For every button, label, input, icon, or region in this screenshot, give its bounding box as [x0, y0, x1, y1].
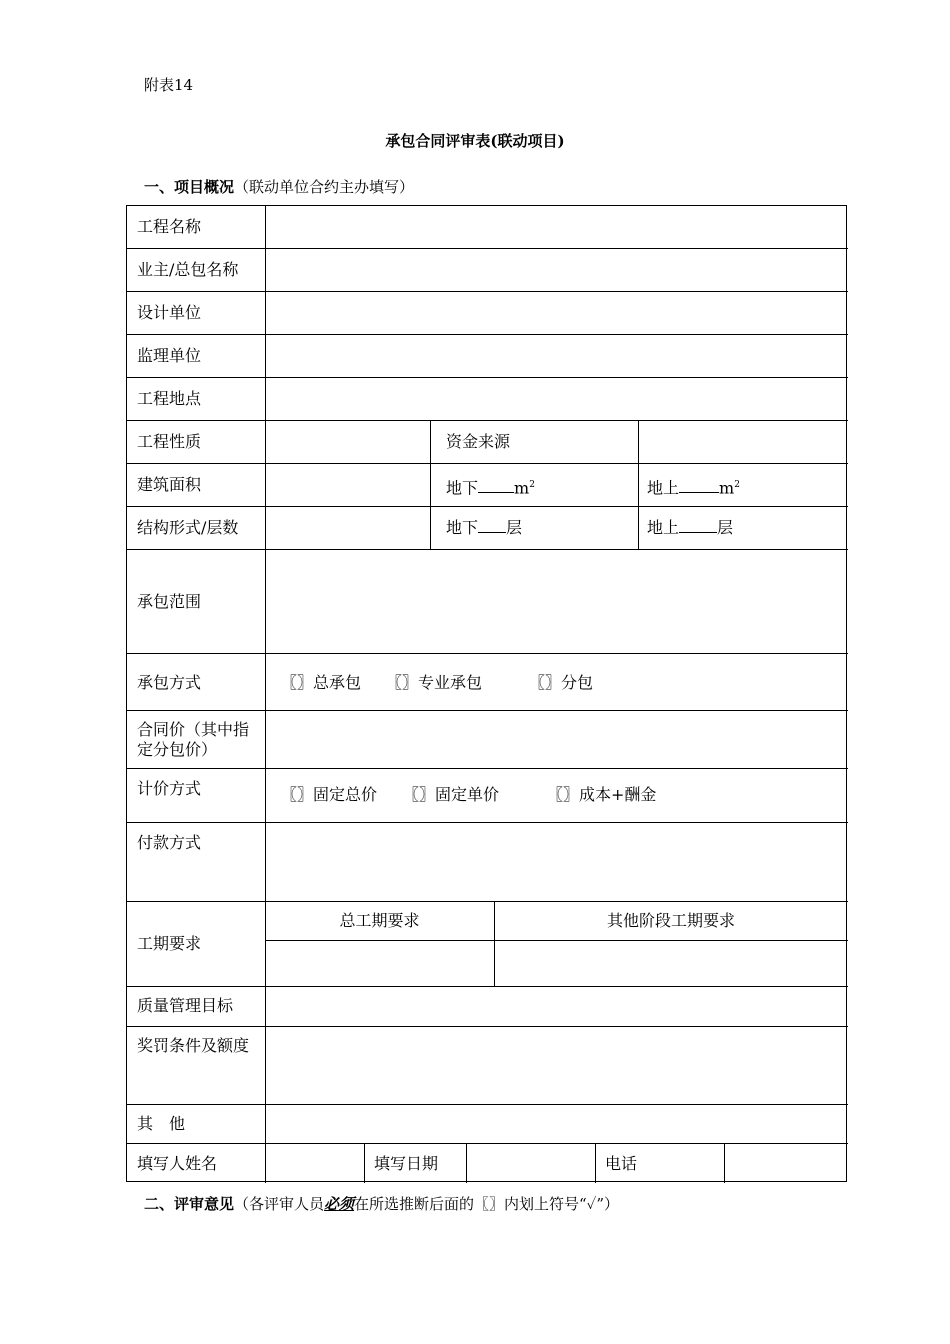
area-under-sup: 2 [529, 480, 535, 490]
section-1-note: （联动单位合约主办填写） [234, 178, 415, 196]
header-other-schedule: 其他阶段工期要求 [606, 911, 735, 930]
section-2-heading [144, 1193, 619, 1214]
floors-above-blank [679, 518, 717, 533]
label-rewards: 奖罚条件及额度 [137, 1036, 250, 1055]
label-phone: 电话 [605, 1154, 638, 1173]
floors-above-field [647, 518, 733, 538]
label-project-location: 工程地点 [137, 389, 202, 408]
area-above-blank [679, 478, 719, 493]
area-under-label: 地下 [446, 478, 479, 498]
label-schedule: 工期要求 [137, 934, 202, 953]
floors-under-blank [478, 518, 506, 533]
method-option-specialty[interactable]: 〖〗专业承包 [386, 673, 483, 692]
label-filler-name: 填写人姓名 [137, 1154, 218, 1173]
section-2-post: 在所选推断后面的〖〗内划上符号“✓”） [354, 1195, 620, 1213]
floors-above-unit: 层 [717, 518, 734, 537]
label-others: 其 他 [137, 1114, 186, 1133]
label-scope: 承包范围 [137, 592, 202, 611]
label-fill-date: 填写日期 [374, 1154, 439, 1173]
floors-under-unit: 层 [506, 518, 523, 537]
section-1-title: 一、项目概况 [144, 178, 235, 196]
method-option-general[interactable]: 〖〗总承包 [281, 673, 362, 692]
project-overview-table [126, 205, 847, 1182]
pricing-option-fixed-unit[interactable]: 〖〗固定单价 [403, 785, 500, 804]
label-payment: 付款方式 [137, 833, 202, 852]
section-2-must: 必须 [324, 1195, 355, 1213]
label-method: 承包方式 [137, 673, 202, 692]
floors-under-label: 地下 [446, 518, 479, 537]
label-design-unit: 设计单位 [137, 303, 202, 322]
label-building-area: 建筑面积 [137, 475, 202, 494]
label-quality: 质量管理目标 [137, 996, 234, 1015]
label-pricing: 计价方式 [137, 779, 202, 798]
floors-above-label: 地上 [647, 518, 680, 537]
area-under-field [446, 475, 535, 498]
pricing-option-cost-plus[interactable]: 〖〗成本+酬金 [547, 785, 657, 804]
area-above-unit: m [719, 478, 735, 498]
form-title: 承包合同评审表(联动项目) [385, 132, 565, 150]
label-fund-source: 资金来源 [446, 432, 511, 451]
label-contract-price: 合同价（其中指定分包价） [137, 720, 250, 759]
area-under-blank [478, 478, 514, 493]
label-supervision-unit: 监理单位 [137, 346, 202, 365]
label-project-nature: 工程性质 [137, 432, 202, 451]
section-2-title: 二、评审意见 [144, 1195, 235, 1213]
section-2-pre: （各评审人员 [234, 1195, 325, 1213]
label-owner-name: 业主/总包名称 [137, 260, 239, 279]
label-structure: 结构形式/层数 [137, 518, 239, 537]
annex-label: 附表14 [144, 76, 194, 94]
floors-under-field [446, 518, 522, 538]
area-above-sup: 2 [734, 480, 740, 490]
section-1-heading [144, 176, 414, 197]
area-above-label: 地上 [647, 478, 680, 498]
area-above-field [647, 475, 740, 498]
label-project-name: 工程名称 [137, 217, 202, 236]
header-total-schedule: 总工期要求 [339, 911, 420, 930]
area-under-unit: m [514, 478, 530, 498]
pricing-option-fixed-total[interactable]: 〖〗固定总价 [281, 785, 378, 804]
method-option-subcontract[interactable]: 〖〗分包 [529, 673, 594, 692]
